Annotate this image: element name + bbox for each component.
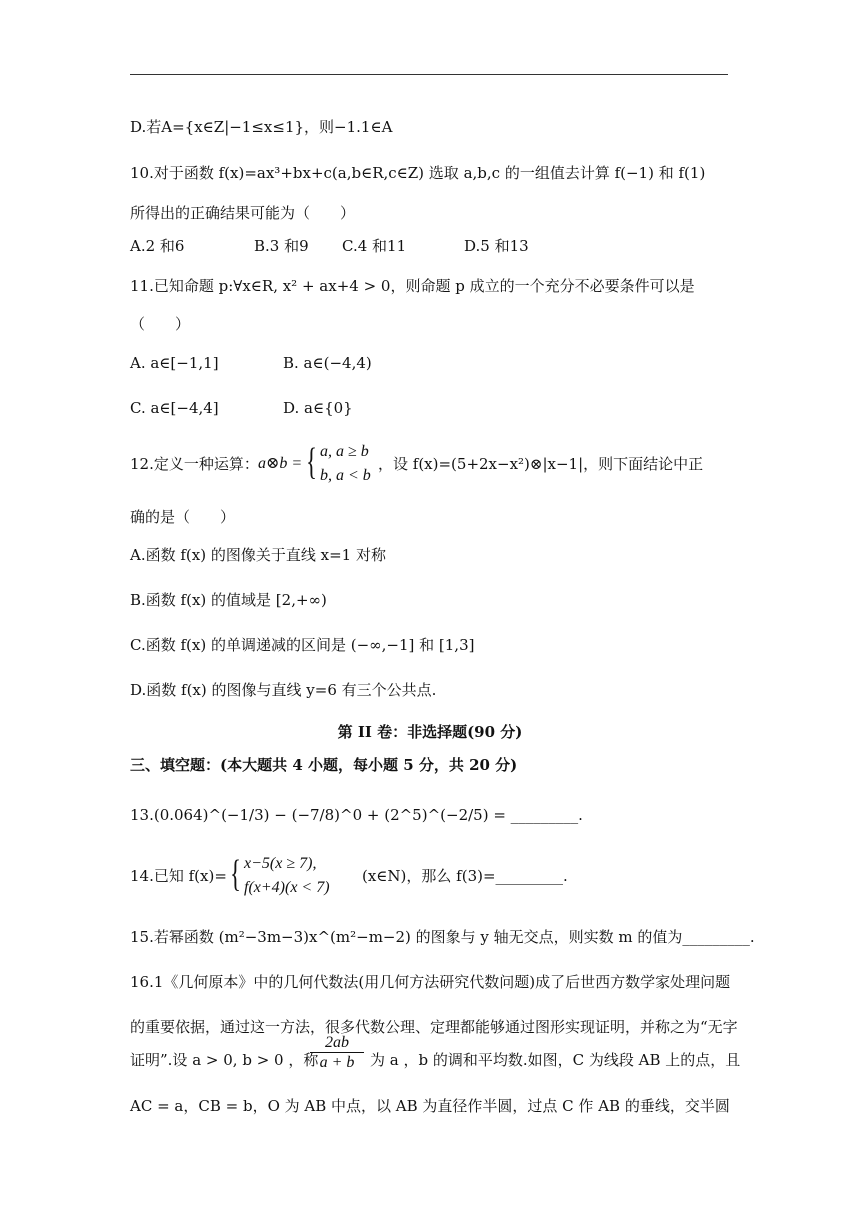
q11-options-row1 (130, 353, 372, 373)
q14-brace: { (230, 853, 241, 895)
q14-case2: f(x+4)(x < 7) (244, 879, 330, 896)
q12-prefix: 12.定义一种运算： (130, 455, 259, 473)
q12-case2: b, a < b (320, 467, 371, 484)
header-rule (130, 74, 728, 75)
q10-line1: 10.对于函数 f(x)=ax³+bx+c(a,b∈R,c∈Z) 选取 a,b,c 的一组值去计算 f(−1) 和 f(1) (130, 164, 706, 182)
q12-option-d: D.函数 f(x) 的图像与直线 y=6 有三个公共点. (130, 681, 437, 699)
q12-operation: a⊗b = (258, 455, 303, 472)
q16-line3-start: 证明”.设 a > 0, b > 0 ，称 (130, 1051, 319, 1069)
q16-line1: 16.1《几何原本》中的几何代数法(用几何方法研究代数问题)成了后世西方数学家处理问题 (130, 973, 731, 991)
q11-option-d: D. a∈{0} (283, 399, 353, 417)
q11-option-c: C. a∈[−4,4] (130, 399, 219, 417)
q12-definition: ，设 f(x)=(5+2x−x²)⊗|x−1|，则下面结论中正 (378, 455, 704, 473)
q10-option-d: D.5 和13 (464, 237, 529, 255)
q16-fraction (310, 1034, 364, 1073)
q12-case1: a, a ≥ b (320, 443, 369, 460)
q10-options (130, 236, 529, 256)
q14-suffix: (x∈N)，那么 f(3)=_________. (362, 867, 568, 885)
q12-brace: { (306, 441, 317, 483)
q14-case1: x−5(x ≥ 7), (244, 855, 317, 872)
q10-line2: 所得出的正确结果可能为（ ） (130, 204, 356, 222)
q10-option-c: C.4 和11 (342, 237, 407, 255)
q16-fraction-numerator: 2ab (310, 1034, 364, 1053)
q12-option-b: B.函数 f(x) 的值域是 [2,+∞) (130, 591, 327, 609)
q10-option-b: B.3 和9 (254, 237, 309, 255)
q16-line2: 的重要依据，通过这一方法，很多代数公理、定理都能够通过图形实现证明，并称之为“无字 (130, 1018, 738, 1036)
q15-line: 15.若幂函数 (m²−3m−3)x^(m²−m−2) 的图象与 y 轴无交点，则实数 m 的值为_________. (130, 928, 755, 946)
q13-expression: 13.(0.064)^(−1/3) − (−7/8)^0 + (2^5)^(−2/5) = _________. (130, 806, 583, 824)
q11-line2: （ ） (130, 315, 191, 333)
q9-option-d: D.若A={x∈Z|−1≤x≤1}，则−1.1∈A (130, 118, 393, 136)
q11-option-b: B. a∈(−4,4) (283, 354, 372, 372)
q11-options-row2 (130, 398, 353, 418)
section-title: 第 II 卷：非选择题(90 分) (337, 723, 523, 741)
q12-option-c: C.函数 f(x) 的单调递减的区间是 (−∞,−1] 和 [1,3] (130, 636, 475, 654)
q11-line1: 11.已知命题 p:∀x∈R, x² + ax+4 > 0，则命题 p 成立的一个充分不必要条件可以是 (130, 277, 695, 295)
q12-line2: 确的是（ ） (130, 508, 236, 526)
q12-option-a: A.函数 f(x) 的图像关于直线 x=1 对称 (130, 546, 386, 564)
q16-fraction-denominator: a + b (319, 1054, 355, 1071)
q10-option-a: A.2 和6 (130, 237, 185, 255)
q14-prefix: 14.已知 f(x)= (130, 867, 227, 885)
q11-option-a: A. a∈[−1,1] (130, 354, 219, 372)
section-subtitle: 三、填空题：(本大题共 4 小题，每小题 5 分，共 20 分) (130, 756, 518, 774)
q16-line4: AC = a，CB = b，O 为 AB 中点，以 AB 为直径作半圆，过点 C 作 AB 的垂线，交半圆 (130, 1097, 730, 1115)
q16-line3-end: 为 a ，b 的调和平均数.如图，C 为线段 AB 上的点，且 (370, 1051, 741, 1069)
